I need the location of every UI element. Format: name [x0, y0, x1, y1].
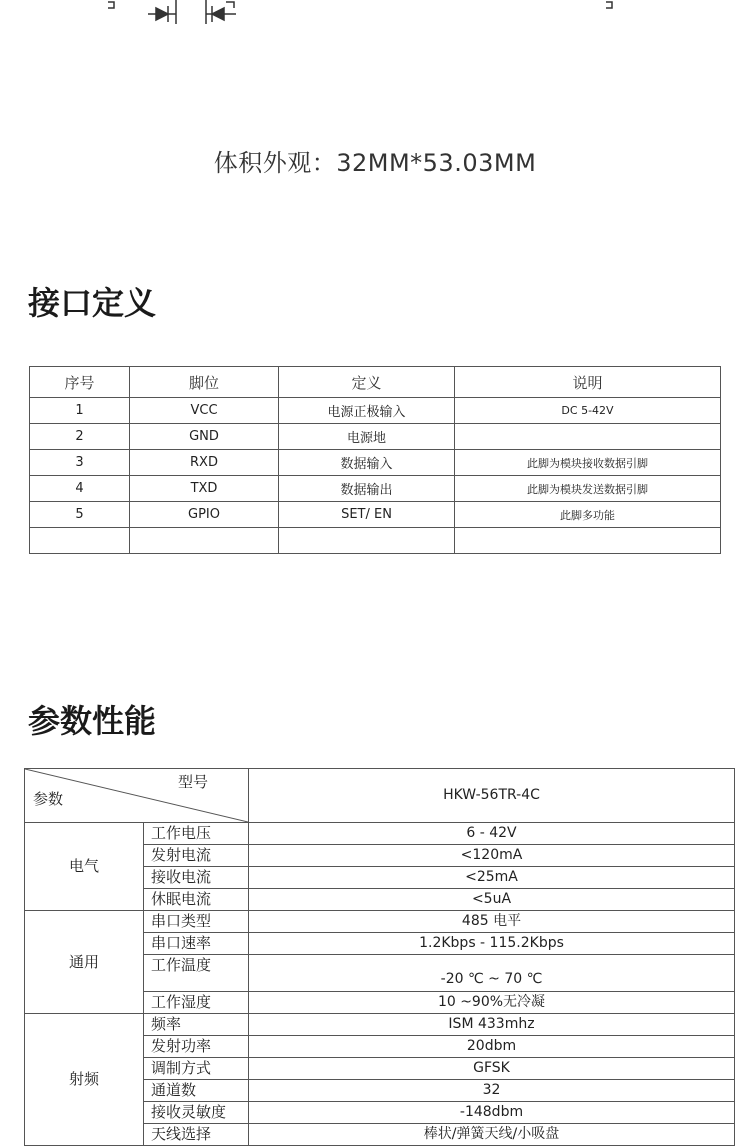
col-header-pin: 脚位	[130, 367, 279, 398]
module-drawing-fragment	[0, 0, 750, 30]
param-value: GFSK	[249, 1058, 735, 1080]
pin-index: 1	[30, 398, 130, 424]
table-row	[30, 502, 721, 528]
param-label: 串口类型	[144, 911, 249, 933]
param-label: 发射功率	[144, 1036, 249, 1058]
table-row	[25, 911, 735, 933]
param-value: 485 电平	[249, 911, 735, 933]
param-value: 1.2Kbps - 115.2Kbps	[249, 933, 735, 955]
pin-definition: 数据输出	[279, 476, 455, 502]
pin-name: VCC	[130, 398, 279, 424]
pin-name: GND	[130, 424, 279, 450]
pin-definition: 数据输入	[279, 450, 455, 476]
pin-description	[455, 528, 721, 554]
param-value: <25mA	[249, 867, 735, 889]
param-label: 接收灵敏度	[144, 1102, 249, 1124]
param-label: 接收电流	[144, 867, 249, 889]
param-value: <120mA	[249, 845, 735, 867]
col-header-index: 序号	[30, 367, 130, 398]
param-value: <5uA	[249, 889, 735, 911]
diagonal-header-cell	[25, 769, 249, 823]
pin-definition	[279, 528, 455, 554]
pin-description: 此脚为模块发送数据引脚	[455, 476, 721, 502]
param-label: 休眠电流	[144, 889, 249, 911]
pin-index	[30, 528, 130, 554]
header-model-label: 型号	[177, 773, 208, 791]
pin-index: 2	[30, 424, 130, 450]
param-header-row	[25, 769, 735, 823]
pin-definition: 电源正极输入	[279, 398, 455, 424]
interface-definition-title: 接口定义	[28, 284, 157, 322]
pin-name: TXD	[130, 476, 279, 502]
pin-index: 3	[30, 450, 130, 476]
parameters-title: 参数性能	[28, 702, 157, 740]
group-general: 通用	[25, 911, 144, 1014]
group-electrical: 电气	[25, 823, 144, 911]
pin-description: 此脚为模块接收数据引脚	[455, 450, 721, 476]
header-param-label: 参数	[33, 790, 64, 808]
pin-name	[130, 528, 279, 554]
table-row	[25, 823, 735, 845]
param-value: 20dbm	[249, 1036, 735, 1058]
param-label: 发射电流	[144, 845, 249, 867]
pin-name: GPIO	[130, 502, 279, 528]
param-label: 工作电压	[144, 823, 249, 845]
param-value: ISM 433mhz	[249, 1014, 735, 1036]
param-value: 32	[249, 1080, 735, 1102]
param-label: 天线选择	[144, 1124, 249, 1146]
pin-index: 5	[30, 502, 130, 528]
param-label: 通道数	[144, 1080, 249, 1102]
param-value: 棒状/弹簧天线/小吸盘	[249, 1124, 735, 1146]
col-header-definition: 定义	[279, 367, 455, 398]
table-row	[30, 450, 721, 476]
pin-definition: 电源地	[279, 424, 455, 450]
param-value: 6 - 42V	[249, 823, 735, 845]
table-row	[30, 476, 721, 502]
col-header-description: 说明	[455, 367, 721, 398]
pin-definition-table	[29, 366, 721, 554]
table-row	[25, 1014, 735, 1036]
param-value: -20 ℃ ~ 70 ℃	[249, 955, 735, 992]
param-label: 频率	[144, 1014, 249, 1036]
model-number: HKW-56TR-4C	[249, 769, 735, 823]
pin-name: RXD	[130, 450, 279, 476]
table-row	[30, 398, 721, 424]
pin-index: 4	[30, 476, 130, 502]
pin-description	[455, 424, 721, 450]
param-value: -148dbm	[249, 1102, 735, 1124]
pin-table-header-row	[30, 367, 721, 398]
table-row	[30, 424, 721, 450]
pin-definition: SET/ EN	[279, 502, 455, 528]
table-row-empty	[30, 528, 721, 554]
pin-description: DC 5-42V	[455, 398, 721, 424]
param-label: 工作温度	[144, 955, 249, 992]
param-value: 10 ~90%无冷凝	[249, 992, 735, 1014]
param-label: 调制方式	[144, 1058, 249, 1080]
pin-description: 此脚多功能	[455, 502, 721, 528]
param-label: 工作湿度	[144, 992, 249, 1014]
module-dimensions: 体积外观：32MM*53.03MM	[213, 149, 537, 177]
parameter-table	[24, 768, 735, 1146]
group-rf: 射频	[25, 1014, 144, 1146]
param-label: 串口速率	[144, 933, 249, 955]
